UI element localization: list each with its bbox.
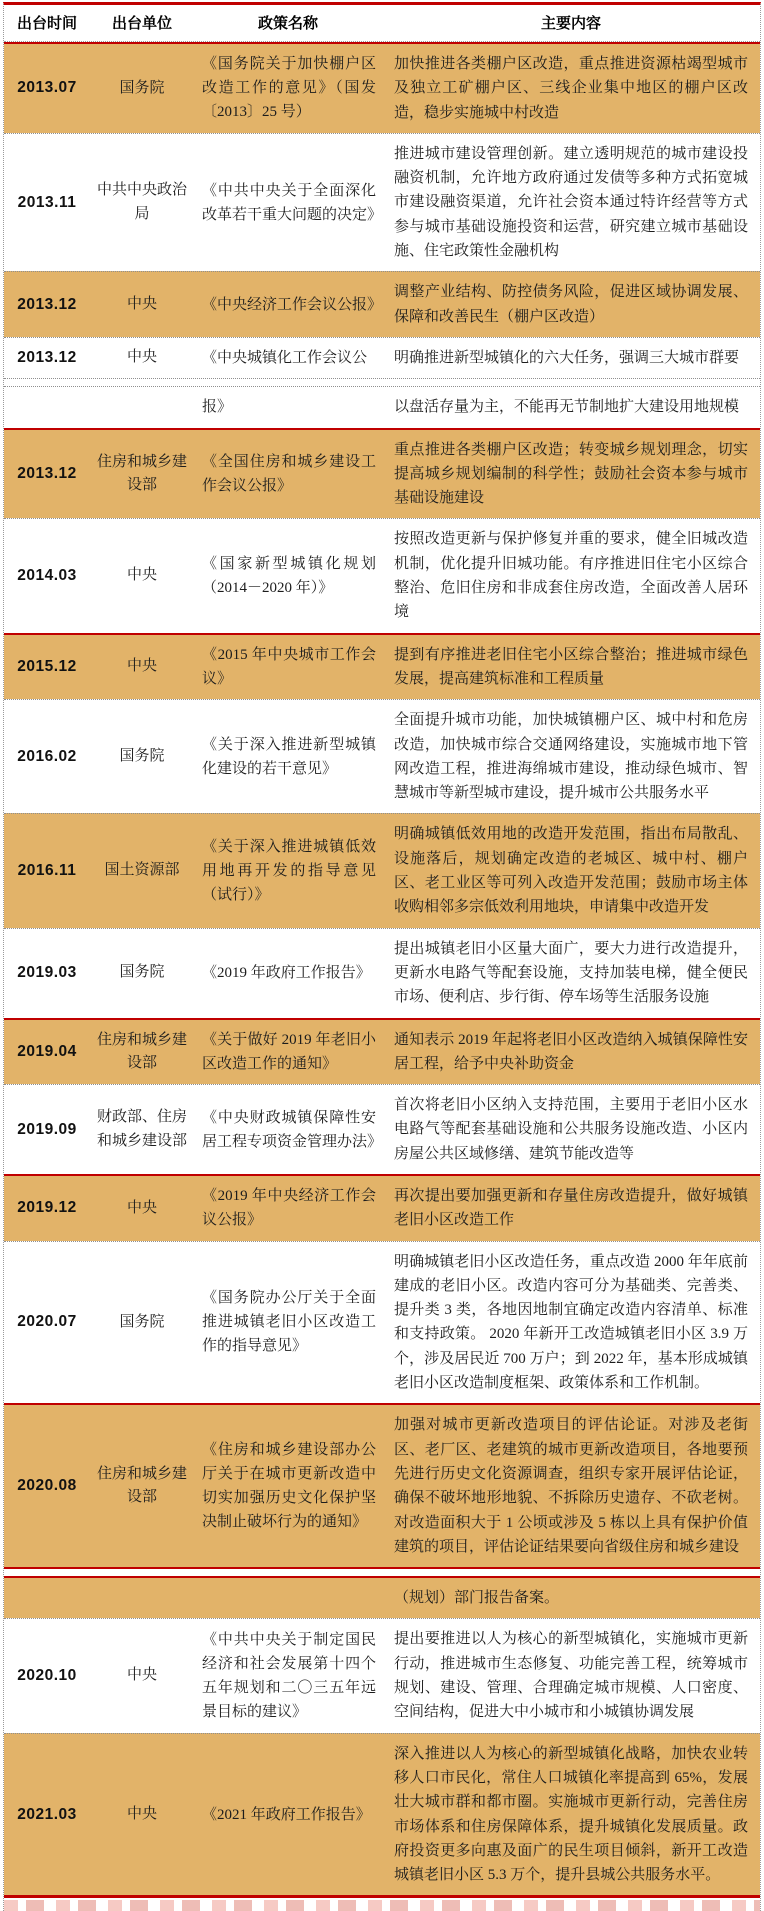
cell-issuing-unit: 国务院 xyxy=(119,748,165,765)
cell-issuing-unit: 财政部、住房和城乡建设部 xyxy=(96,1109,187,1149)
table-row xyxy=(4,1084,760,1174)
header-unit: 出台单位 xyxy=(111,15,172,32)
cell-main-content: 明确城镇老旧小区改造任务，重点改造 2000 年年底前建成的老旧小区。改造内容可分为基础类、完善类、提升类 3 类，各地因地制宜确定改造内容清单、标准和支持政策。 2020 年新开工改造城镇老旧小区 3.9 万个，涉及居民近 700 万户；到 2022 年，基本形成城镇老旧小区改造制度框架、政策体系和工作机制。 xyxy=(394,1253,748,1392)
cell-policy-name: 《中共中央关于全面深化改革若干重大问题的决定》 xyxy=(202,182,383,223)
cell-main-content: 推进城市建设管理创新。建立透明规范的城市建设投融资机制，允许地方政府通过发债等多种方式拓宽城市建设融资渠道，允许社会资本通过特许经营等方式参与城市基础设施投资和运营，研究建立城市基础设施、住宅政策性金融机构 xyxy=(394,145,748,260)
cell-policy-name: 《2019 年中央经济工作会议公报》 xyxy=(202,1188,376,1229)
cell-main-content: 按照改造更新与保护修复并重的要求，健全旧城改造机制，优化提升旧城功能。有序推进旧住宅小区综合整治、危旧住房和非成套住房改造，全面改善人居环境 xyxy=(394,531,748,621)
cell-policy-name: 报》 xyxy=(202,399,233,416)
cell-issuing-unit: 中共中央政治局 xyxy=(96,182,187,222)
cell-main-content: 全面提升城市功能，加快城镇棚户区、城中村和危房改造，加快城市综合交通网络建设，实施城市地下管网改造工程，推进海绵城市建设，推动绿色城市、智慧城市等新型城市建设，提升城市公共服务水平 xyxy=(394,712,748,802)
cell-issuing-unit: 中央 xyxy=(126,349,157,366)
cell-release-time: 2016.11 xyxy=(17,862,77,880)
cell-issuing-unit: 国务院 xyxy=(119,1313,165,1330)
cell-policy-name: 《中央经济工作会议公报》 xyxy=(202,296,383,313)
cell-release-time: 2019.03 xyxy=(17,964,77,982)
cell-main-content: 提出城镇老旧小区量大面广，要大力进行改造提升，更新水电路气等配套设施，支持加装电梯，健全便民市场、便利店、步行街、停车场等生活服务设施 xyxy=(394,940,748,1006)
row-gap-separator xyxy=(4,378,760,387)
table-row xyxy=(4,428,760,519)
cell-release-time: 2019.12 xyxy=(17,1199,77,1217)
cell-policy-name: 《住房和城乡建设部办公厅关于在城市更新改造中切实加强历史文化保护坚决制止破坏行为的通知》 xyxy=(202,1442,376,1531)
cell-issuing-unit: 国务院 xyxy=(119,964,165,981)
cell-policy-name: 《中共中央关于制定国民经济和社会发展第十四个五年规划和二〇三五年远景目标的建议》 xyxy=(202,1632,376,1721)
cell-policy-name: 《国家新型城镇化规划（2014－2020 年）》 xyxy=(202,556,376,597)
cell-main-content: 加快推进各类棚户区改造，重点推进资源枯竭型城市及独立工矿棚户区、三线企业集中地区的棚户区改造，稳步实施城中村改造 xyxy=(394,56,748,121)
cell-policy-name: 《国务院关于加快棚户区改造工作的意见》（国发〔2013〕25 号） xyxy=(202,56,376,121)
table-header-row xyxy=(4,5,760,42)
table-row xyxy=(4,133,760,271)
cell-main-content: 以盘活存量为主，不能再无节制地扩大建设用地规模 xyxy=(394,399,740,416)
cell-release-time: 2016.02 xyxy=(17,747,77,765)
cell-main-content: 明确城镇低效用地的改造开发范围，指出布局散乱、设施落后，规划确定改造的老城区、城中村、棚户区、老工业区等可列入改造开发范围；鼓励市场主体收购相邻多宗低效利用地块，申请集中改造开发 xyxy=(394,826,748,916)
cell-issuing-unit: 中央 xyxy=(126,1667,157,1684)
header-time: 出台时间 xyxy=(16,15,77,32)
cell-issuing-unit: 国土资源部 xyxy=(104,862,180,879)
cell-policy-name: 《2021 年政府工作报告》 xyxy=(202,1806,371,1823)
cell-release-time: 2021.03 xyxy=(17,1805,77,1823)
cell-policy-name: 《2015 年中央城市工作会议》 xyxy=(202,646,376,687)
cell-issuing-unit: 中央 xyxy=(126,658,157,675)
cell-policy-name: 《关于做好 2019 年老旧小区改造工作的通知》 xyxy=(202,1031,376,1072)
cell-policy-name: 《关于深入推进新型城镇化建设的若干意见》 xyxy=(202,736,376,777)
cell-release-time: 2013.12 xyxy=(17,465,77,482)
table-row xyxy=(4,1174,760,1241)
cell-release-time: 2013.12 xyxy=(17,295,77,313)
cell-policy-name: 《关于深入推进城镇低效用地再开发的指导意见（试行）》 xyxy=(202,839,376,904)
cell-main-content: 明确推进新型城镇化的六大任务，强调三大城市群要 xyxy=(394,349,740,366)
table-row xyxy=(4,813,760,927)
cell-issuing-unit: 住房和城乡建设部 xyxy=(96,1031,187,1071)
cell-release-time: 2020.10 xyxy=(17,1667,77,1685)
cell-release-time: 2020.07 xyxy=(17,1313,77,1331)
footer-cropped-text xyxy=(4,1900,760,1911)
cell-release-time: 2013.07 xyxy=(17,79,77,97)
cell-main-content: 深入推进以人为核心的新型城镇化战略，加快农业转移人口市民化，常住人口城镇化率提高到 65%，发展壮大城市群和都市圈。实施城市更新行动，完善住房市场体系和住房保障体系，提升城镇化发展质量。政府投资更多向惠及面广的民生项目倾斜，新开工改造城镇老旧小区 5.3 万个，提升县城公共服务水平。 xyxy=(394,1745,748,1884)
cell-main-content: 调整产业结构、防控债务风险，促进区域协调发展、保障和改善民生（棚户区改造） xyxy=(394,284,748,325)
cell-issuing-unit: 中央 xyxy=(126,296,157,313)
cell-release-time: 2015.12 xyxy=(17,657,77,675)
table-row xyxy=(4,699,760,813)
cell-main-content: 再次提出要加强更新和存量住房改造提升，做好城镇老旧小区改造工作 xyxy=(394,1187,748,1229)
cell-main-content: 重点推进各类棚户区改造；转变城乡规划理念，切实提高城乡规划编制的科学性；鼓励社会资本参与城市基础设施建设 xyxy=(394,441,748,507)
cell-release-time: 2020.08 xyxy=(17,1477,77,1495)
cell-release-time: 2019.09 xyxy=(17,1120,77,1138)
cell-main-content: 提出要推进以人为核心的新型城镇化，实施城市更新行动，推进城市生态修复、功能完善工程，统筹城市规划、建设、管理、合理确定城市规模、人口密度、空间结构，促进大中小城市和小城镇协调发展 xyxy=(394,1631,748,1721)
table-row xyxy=(4,387,760,427)
cell-main-content: 首次将老旧小区纳入支持范围，主要用于老旧小区水电路气等配套基础设施和公共服务设施改造、小区内房屋公共区域修缮、建筑节能改造等 xyxy=(394,1097,748,1162)
cell-issuing-unit: 国务院 xyxy=(119,79,165,96)
policy-table-body xyxy=(4,42,760,1895)
cell-policy-name: 《2019 年政府工作报告》 xyxy=(202,965,371,982)
table-row xyxy=(4,1578,760,1618)
table-row xyxy=(4,1018,760,1085)
cell-main-content: 提到有序推进老旧住宅小区综合整治；推进城市绿色发展，提高建筑标准和工程质量 xyxy=(394,646,748,687)
bottom-red-rule xyxy=(4,1895,760,1898)
cell-policy-name: 《中央财政城镇保障性安居工程专项资金管理办法》 xyxy=(202,1109,383,1150)
cell-release-time: 2014.03 xyxy=(17,567,77,585)
cell-issuing-unit: 住房和城乡建设部 xyxy=(96,1466,187,1506)
cell-release-time: 2013.12 xyxy=(17,349,77,367)
cell-policy-name: 《国务院办公厅关于全面推进城镇老旧小区改造工作的指导意见》 xyxy=(202,1290,376,1355)
cell-issuing-unit: 中央 xyxy=(126,1805,157,1822)
row-gap-separator xyxy=(4,1567,760,1578)
cell-issuing-unit: 中央 xyxy=(126,567,157,584)
cell-policy-name: 《全国住房和城乡建设工作会议公报》 xyxy=(202,454,376,494)
cell-main-content: （规划）部门报告备案。 xyxy=(394,1590,560,1607)
cell-issuing-unit: 中央 xyxy=(126,1199,157,1216)
cell-issuing-unit: 住房和城乡建设部 xyxy=(96,453,187,493)
table-row xyxy=(4,1733,760,1896)
table-row xyxy=(4,633,760,700)
header-policy-name: 政策名称 xyxy=(257,15,318,32)
cell-release-time: 2013.11 xyxy=(17,193,77,211)
cell-main-content: 加强对城市更新改造项目的评估论证。对涉及老街区、老厂区、老建筑的城市更新改造项目，各地要预先进行历史文化资源调查，组织专家开展评估论证，确保不破坏地形地貌、不拆除历史遗存、不砍老树。对改造面积大于 1 公顷或涉及 5 栋以上具有保护价值建筑的项目，评估论证结果要向省级住房和城乡建设 xyxy=(394,1417,748,1555)
table-row xyxy=(4,928,760,1018)
policy-table xyxy=(3,2,761,1911)
table-row xyxy=(4,1618,760,1732)
cell-main-content: 通知表示 2019 年起将老旧小区改造纳入城镇保障性安居工程，给予中央补助资金 xyxy=(394,1031,748,1072)
table-row xyxy=(4,271,760,337)
table-row xyxy=(4,42,760,133)
table-row xyxy=(4,1241,760,1404)
header-main-content: 主要内容 xyxy=(540,15,601,32)
table-row xyxy=(4,518,760,632)
table-row xyxy=(4,1403,760,1567)
cell-policy-name: 《中央城镇化工作会议公 xyxy=(202,350,368,367)
table-row xyxy=(4,337,760,378)
cell-release-time: 2019.04 xyxy=(17,1042,77,1060)
